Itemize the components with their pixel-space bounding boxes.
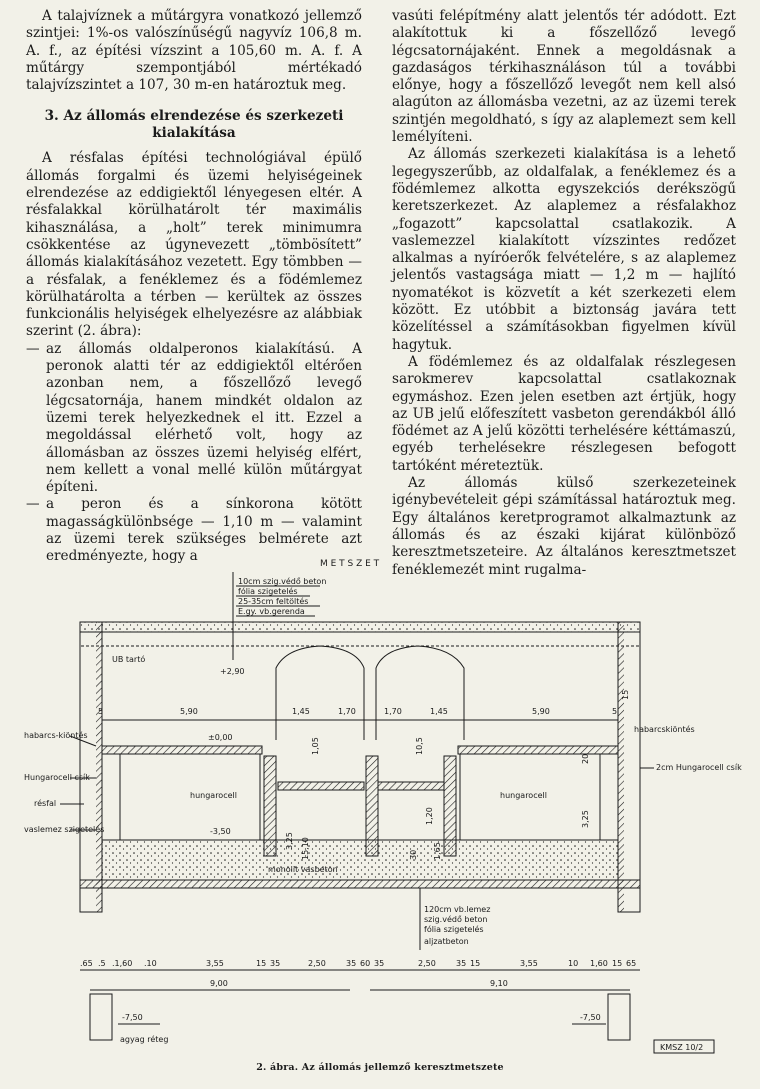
dim-bottom: 35 [456,959,467,968]
dim-upper: 5 [98,707,104,716]
ground-level-left: -7,50 [122,1013,143,1022]
dim-upper: 1,45 [292,707,310,716]
dim-vertical: 1,05 [311,737,320,755]
top-layer-label: 25-35cm feltöltés [238,597,309,606]
ground-level-right: -7,50 [580,1013,601,1022]
right-text-column [392,8,736,579]
paragraph: Az állomás külső szerkezeteinek igénybevételeit gépi számítással határoztuk meg. Egy általános keretprogramot alkalmaztunk az állomás és az északi kijárat különböző keresztmetszeteire. Az általános keresztmetszet fenéklemezét mint rugalma- [392,475,736,578]
left-text-column [26,8,362,566]
dim-bottom: 10 [568,959,579,968]
dim-bottom: 3,55 [206,959,224,968]
monolit-label: monolit vasbeton [268,865,338,874]
right-tunnel-profile [376,646,464,740]
dim-bottom: 35 [270,959,281,968]
hungarocell-label: hungarocell [190,791,237,800]
level-low: -3,50 [210,827,231,836]
ub-label: UB tartó [112,655,146,664]
dim-bottom: 60 [360,959,371,968]
roof-slab [80,622,640,632]
top-layer-label: 10cm szig.védő beton [238,577,327,586]
dim-bottom: 35 [374,959,385,968]
paragraph: A talajvíznek a műtárgyra vonatkozó jellemző szintjei: 1%-os valószínűségű nagyvíz 106,8 m. A. f., az építési vízszint a 105,60 m. A. f. A műtárgy szempontjából mértékadó talajvízszintet a 107, 30 m-en határoztuk meg. [26,8,362,94]
left-platform-slab [102,746,262,754]
dim-vertical: 1,20 [425,807,434,825]
section-heading-line1: 3. Az állomás elrendezése és szerkezeti [44,108,344,125]
dim-bottom: .1,60 [112,959,133,968]
paragraph: vasúti felépítmény alatt jelentős tér adódott. Ezt alakítottuk ki a főszellőző levegő légcsatornájaként. Ennek a megoldásnak a gazdaságos térkihasználáson túl a további előnye, hogy a főszellőző levegőt nem kell alsó alagúton az állomásba vezetni, az az üzemi terek szintjén megoldható, s így az alaplemezt sem kell lemélyíteni. [392,8,736,146]
dim-vertical: 20 [581,753,590,764]
dash-list-item [26,341,362,497]
paragraph: Az állomás szerkezeti kialakítása is a lehető legegyszerűbb, az oldalfalak, a fenéklemez és a födémlemez alkotta egyszekciós derékszögű keretszerkezet. Az alaplemez a résfalakhoz „fogazott” kapcsolattal csatlakozik. A vaslemezzel kialakított vízszintes redőzet alkalmas a nyíróerők felvételére, s az alaplemez jelentős vastagsága miatt — 1,2 m — hajlító nyomatékot is közvetít a két szerkezeti elem között. Ez utóbbit a biztonság javára tett közelítéssel a számításokban figyelmen kívül hagytuk. [392,146,736,353]
dim-upper: 5 [612,707,618,716]
dim-bottom: 2,50 [308,959,326,968]
top-layer-label: E.gy. vb.gerenda [238,607,305,616]
figure-caption: 2. ábra. Az állomás jellemző keresztmetszete [256,1062,504,1073]
drawing-stamp: KMSZ 10/2 [660,1043,704,1052]
bottom-layer-label: szig.védő beton [424,915,488,924]
dash-item-text: az állomás oldalperonos kialakítású. A peronok alatti tér az eddigiektől eltérően azonban nem, a főszellőző levegő légcsatornája, hanem mindkét oldalon az üzemi terek helyezkednek el itt. Ezzel a megoldással elérhető volt, hogy az állomásban az összes üzemi helyiség elfért, nem kellett a vonal mellé külön műtárgyat építeni. [46,340,362,496]
cross-section-drawing [20,550,750,1055]
dim-upper: 1,45 [430,707,448,716]
dim-total-left: 9,00 [210,979,228,988]
figure-title: M E T S Z E T [320,559,380,569]
dim-bottom: 15 [256,959,267,968]
section-heading [26,108,362,142]
level-zero: ±0,00 [208,733,233,742]
paragraph: A résfalas építési technológiával épülő állomás forgalmi és üzemi helyiségeinek elrendezése az eddigiektől lényegesen eltér. A résfalakkal körülhatárolt tér maximális kihasználása, a „holt” terek minimumra csökkentése az úgynevezett „tömbösített” állomás kialakításához vezetett. Egy tömbben — a résfalak, a fenéklemez és a födémlemez körülhatárolta a térben — kerültek az összes funkcionális helyiségek elhelyezésre az alábbiak szerint (2. ábra): [26,150,362,340]
dash-item-text: a peron és a sínkorona kötött magasságkülönbsége — 1,10 m — valamint az üzemi terek szükséges belmérete azt eredményezte, hogy a [46,496,362,565]
dim-bottom: .10 [144,959,157,968]
left-label: résfal [34,799,57,808]
dim-vertical: 15 [621,689,630,700]
level-top: +2,90 [220,667,245,676]
left-label: habarcs-kiöntés [24,731,88,740]
bottom-layer-label: fólia szigetelés [424,925,484,934]
right-track-slab [378,782,444,790]
base-slab [102,840,618,880]
dim-bottom: 2,50 [418,959,436,968]
bottom-layer-label: 120cm vb.lemez [424,905,491,914]
left-label: vaslemez szigetelés [24,825,105,834]
dim-bottom: 3,55 [520,959,538,968]
left-wall-toe [90,994,112,1040]
dim-vertical: 3,25 [581,810,590,828]
top-layer-label: fólia szigetelés [238,587,298,596]
dash-marker: — [26,496,40,513]
dim-vertical: 10,5 [415,737,424,755]
soil-label: agyag réteg [120,1035,169,1044]
right-wall-toe [608,994,630,1040]
right-platform-slab [458,746,618,754]
dim-bottom: 1,60 [590,959,608,968]
dim-upper: 1,70 [384,707,402,716]
bottom-dimension-chain [80,959,636,968]
dim-bottom: .5 [98,959,106,968]
right-label: 2cm Hungarocell csík [656,763,742,772]
hungarocell-label: hungarocell [500,791,547,800]
dim-total-right: 9,10 [490,979,508,988]
dim-bottom: 15 [470,959,481,968]
cross-section-figure [20,550,750,1055]
dim-bottom: .65 [80,959,93,968]
left-track-slab [278,782,364,790]
right-label: habarcskiöntés [634,725,695,734]
dim-bottom: 35 [346,959,357,968]
dim-bottom: 65 [626,959,637,968]
base-slab-waterproofing [80,880,640,888]
ub-beams [80,632,640,646]
paragraph: A födémlemez és az oldalfalak részlegesen sarokmerev kapcsolattal csatlakoznak egymáshoz. Ezen jelen esetben azt értjük, hogy az UB jelű előfeszített vasbeton gerendákból álló födémet az A jelű közötti terhelésére kéttámaszú, egyéb terhelésekre részlegesen befogott tartóként méreteztük. [392,353,736,474]
dash-marker: — [26,340,40,357]
dim-upper: 1,70 [338,707,356,716]
bottom-layer-label: aljzatbeton [424,937,469,946]
dim-bottom: 15 [612,959,623,968]
dim-upper: 5,90 [180,707,198,716]
section-heading-line2: kialakítása [152,125,236,142]
dim-upper: 5,90 [532,707,550,716]
left-tunnel-profile [276,646,364,740]
left-label: Hungarocell csík [24,773,90,782]
